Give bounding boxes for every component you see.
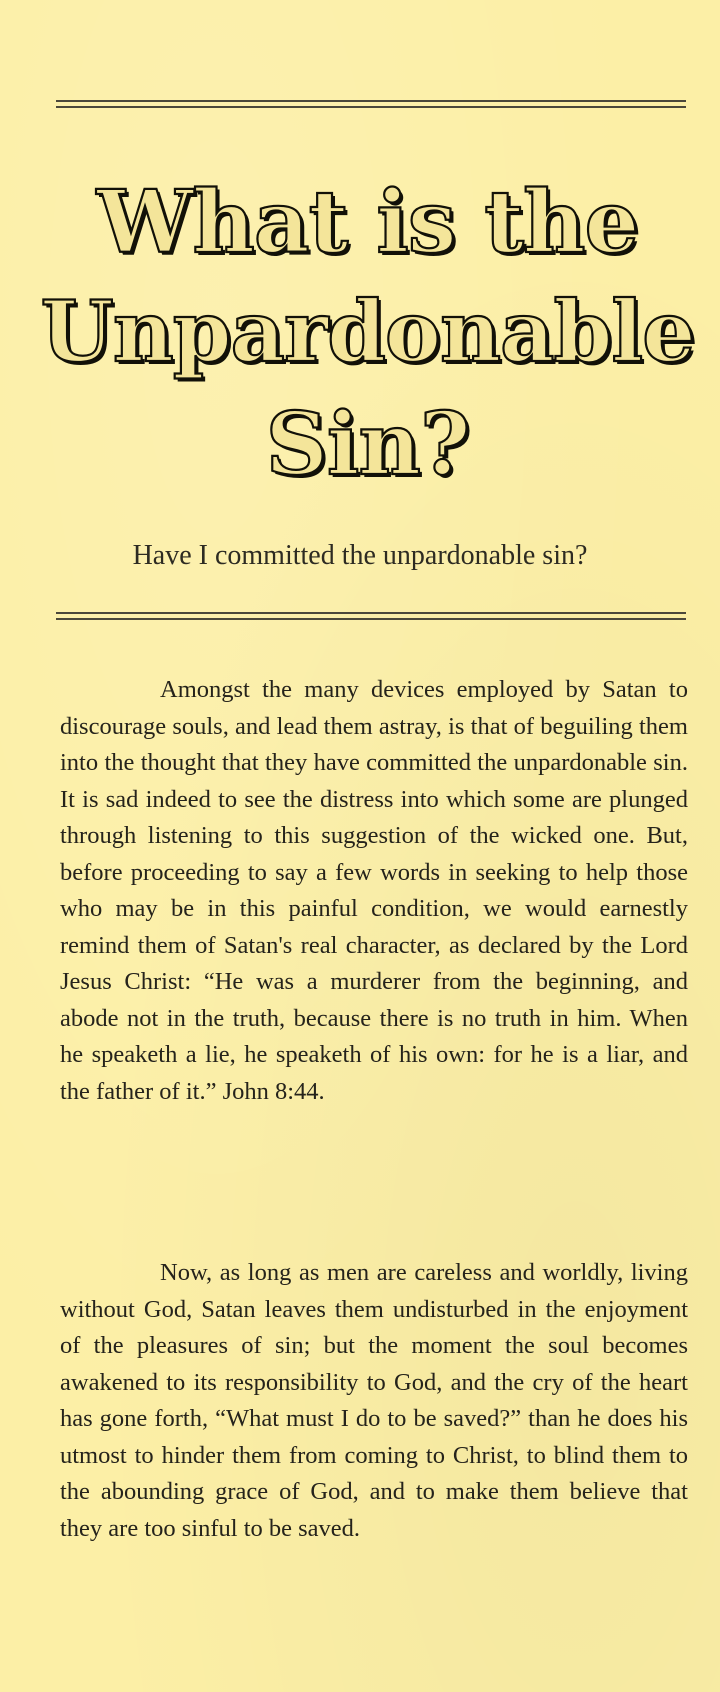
body-paragraph-2: Now, as long as men are careless and worldly, living without God, Satan leaves them undisturbed in the enjoyment of the pleasures of sin; but the moment the soul becomes awakened to its responsibility to God, and the cry of the heart has gone forth, “What must I do to be saved?” than he does his utmost to hinder them from coming to Christ, to blind them to the abounding grace of God, and to make them believe that they are too sinful to be saved.	[60, 1259, 688, 1542]
body-paragraph-1: Amongst the many devices employed by Satan to discourage souls, and lead them astray, is that of beguiling them into the thought that they have committed the unpardonable sin. It is sad indeed to see the distress into which some are plunged through listening to this suggestion of the wicked one. But, before proceeding to say a few words in seeking to help those who may be in this painful condition, we would earnestly remind them of Satan's real character, as declared by the Lord Jesus Christ: “He was a murderer from the beginning, and abode not in the truth, because there is no truth in him. When he speaketh a lie, he speaketh of his own: for he is a liar, and the father of it.” John 8:44.	[60, 676, 688, 1105]
bottom-double-rule	[56, 612, 686, 620]
title-line-3: Sin?	[265, 394, 470, 495]
title-line-1: What is the	[96, 172, 639, 273]
title-line-2: Unpardonable	[40, 282, 695, 381]
top-double-rule	[56, 100, 686, 108]
subtitle: Have I committed the unpardonable sin?	[132, 540, 588, 571]
